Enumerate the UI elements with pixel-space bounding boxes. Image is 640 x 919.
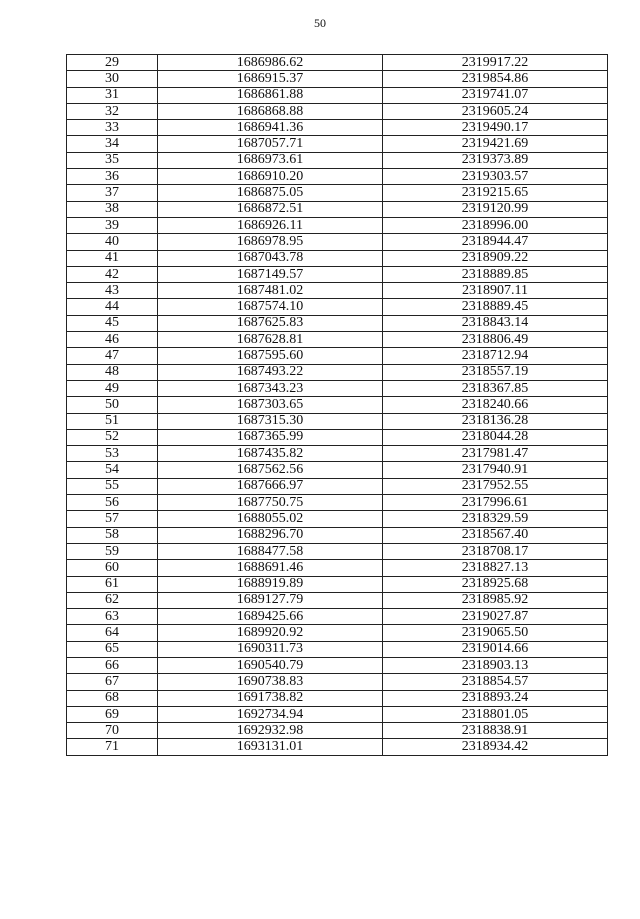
x-coordinate-cell: 1687343.23: [158, 380, 383, 396]
point-number-cell: 40: [67, 234, 158, 250]
table-row: [67, 55, 608, 71]
y-coordinate-cell: 2318708.17: [383, 543, 608, 559]
table-row: [67, 169, 608, 185]
x-coordinate-cell: 1687625.83: [158, 315, 383, 331]
point-number-cell: 49: [67, 380, 158, 396]
y-coordinate-cell: 2318889.45: [383, 299, 608, 315]
y-coordinate-cell: 2318903.13: [383, 657, 608, 673]
point-number-cell: 39: [67, 217, 158, 233]
table-row: [67, 283, 608, 299]
x-coordinate-cell: 1690738.83: [158, 674, 383, 690]
table-row: [67, 71, 608, 87]
x-coordinate-cell: 1687303.65: [158, 397, 383, 413]
y-coordinate-cell: 2319014.66: [383, 641, 608, 657]
y-coordinate-cell: 2318854.57: [383, 674, 608, 690]
y-coordinate-cell: 2318367.85: [383, 380, 608, 396]
table-row: [67, 511, 608, 527]
y-coordinate-cell: 2319490.17: [383, 120, 608, 136]
point-number-cell: 54: [67, 462, 158, 478]
table-row: [67, 103, 608, 119]
x-coordinate-cell: 1691738.82: [158, 690, 383, 706]
table-row: [67, 543, 608, 559]
x-coordinate-cell: 1687149.57: [158, 266, 383, 282]
point-number-cell: 65: [67, 641, 158, 657]
x-coordinate-cell: 1686978.95: [158, 234, 383, 250]
point-number-cell: 36: [67, 169, 158, 185]
point-number-cell: 37: [67, 185, 158, 201]
page-number: 50: [314, 16, 326, 30]
y-coordinate-cell: 2318806.49: [383, 332, 608, 348]
y-coordinate-cell: 2318889.85: [383, 266, 608, 282]
x-coordinate-cell: 1686926.11: [158, 217, 383, 233]
y-coordinate-cell: 2319120.99: [383, 201, 608, 217]
y-coordinate-cell: 2319421.69: [383, 136, 608, 152]
x-coordinate-cell: 1687315.30: [158, 413, 383, 429]
x-coordinate-cell: 1689127.79: [158, 592, 383, 608]
y-coordinate-cell: 2318934.42: [383, 739, 608, 755]
y-coordinate-cell: 2318996.00: [383, 217, 608, 233]
table-row: [67, 315, 608, 331]
point-number-cell: 29: [67, 55, 158, 71]
table-row: [67, 120, 608, 136]
x-coordinate-cell: 1688691.46: [158, 560, 383, 576]
x-coordinate-cell: 1686861.88: [158, 87, 383, 103]
y-coordinate-cell: 2319605.24: [383, 103, 608, 119]
x-coordinate-cell: 1686941.36: [158, 120, 383, 136]
point-number-cell: 32: [67, 103, 158, 119]
y-coordinate-cell: 2318893.24: [383, 690, 608, 706]
y-coordinate-cell: 2319741.07: [383, 87, 608, 103]
table-row: [67, 364, 608, 380]
x-coordinate-cell: 1686973.61: [158, 152, 383, 168]
y-coordinate-cell: 2317981.47: [383, 446, 608, 462]
x-coordinate-cell: 1687666.97: [158, 478, 383, 494]
x-coordinate-cell: 1690311.73: [158, 641, 383, 657]
table-row: [67, 576, 608, 592]
y-coordinate-cell: 2319917.22: [383, 55, 608, 71]
x-coordinate-cell: 1686986.62: [158, 55, 383, 71]
table-row: [67, 201, 608, 217]
point-number-cell: 64: [67, 625, 158, 641]
point-number-cell: 50: [67, 397, 158, 413]
x-coordinate-cell: 1686910.20: [158, 169, 383, 185]
table-row: [67, 446, 608, 462]
y-coordinate-cell: 2317940.91: [383, 462, 608, 478]
x-coordinate-cell: 1688477.58: [158, 543, 383, 559]
point-number-cell: 60: [67, 560, 158, 576]
point-number-cell: 38: [67, 201, 158, 217]
table-row: [67, 527, 608, 543]
y-coordinate-cell: 2318136.28: [383, 413, 608, 429]
table-row: [67, 136, 608, 152]
x-coordinate-cell: 1689425.66: [158, 609, 383, 625]
x-coordinate-cell: 1687481.02: [158, 283, 383, 299]
y-coordinate-cell: 2318944.47: [383, 234, 608, 250]
table-row: [67, 185, 608, 201]
table-row: [67, 609, 608, 625]
y-coordinate-cell: 2318557.19: [383, 364, 608, 380]
point-number-cell: 33: [67, 120, 158, 136]
x-coordinate-cell: 1687562.56: [158, 462, 383, 478]
table-row: [67, 217, 608, 233]
x-coordinate-cell: 1686872.51: [158, 201, 383, 217]
x-coordinate-cell: 1692932.98: [158, 723, 383, 739]
x-coordinate-cell: 1686875.05: [158, 185, 383, 201]
coordinates-table: [66, 54, 608, 756]
table-row: [67, 250, 608, 266]
x-coordinate-cell: 1687365.99: [158, 429, 383, 445]
table-row: [67, 234, 608, 250]
y-coordinate-cell: 2319303.57: [383, 169, 608, 185]
x-coordinate-cell: 1688055.02: [158, 511, 383, 527]
point-number-cell: 31: [67, 87, 158, 103]
coordinates-table-body: [67, 55, 608, 756]
table-row: [67, 266, 608, 282]
point-number-cell: 34: [67, 136, 158, 152]
y-coordinate-cell: 2319027.87: [383, 609, 608, 625]
table-row: [67, 413, 608, 429]
table-row: [67, 690, 608, 706]
point-number-cell: 61: [67, 576, 158, 592]
table-row: [67, 706, 608, 722]
x-coordinate-cell: 1687493.22: [158, 364, 383, 380]
point-number-cell: 70: [67, 723, 158, 739]
table-row: [67, 332, 608, 348]
point-number-cell: 63: [67, 609, 158, 625]
y-coordinate-cell: 2318838.91: [383, 723, 608, 739]
point-number-cell: 35: [67, 152, 158, 168]
x-coordinate-cell: 1687574.10: [158, 299, 383, 315]
y-coordinate-cell: 2318843.14: [383, 315, 608, 331]
y-coordinate-cell: 2317952.55: [383, 478, 608, 494]
y-coordinate-cell: 2318801.05: [383, 706, 608, 722]
table-row: [67, 560, 608, 576]
y-coordinate-cell: 2318044.28: [383, 429, 608, 445]
table-row: [67, 592, 608, 608]
table-row: [67, 641, 608, 657]
x-coordinate-cell: 1688296.70: [158, 527, 383, 543]
table-row: [67, 87, 608, 103]
point-number-cell: 68: [67, 690, 158, 706]
x-coordinate-cell: 1687043.78: [158, 250, 383, 266]
y-coordinate-cell: 2318907.11: [383, 283, 608, 299]
point-number-cell: 59: [67, 543, 158, 559]
y-coordinate-cell: 2318827.13: [383, 560, 608, 576]
x-coordinate-cell: 1687595.60: [158, 348, 383, 364]
point-number-cell: 43: [67, 283, 158, 299]
y-coordinate-cell: 2318712.94: [383, 348, 608, 364]
x-coordinate-cell: 1687057.71: [158, 136, 383, 152]
point-number-cell: 58: [67, 527, 158, 543]
table-row: [67, 462, 608, 478]
point-number-cell: 71: [67, 739, 158, 755]
point-number-cell: 66: [67, 657, 158, 673]
y-coordinate-cell: 2318567.40: [383, 527, 608, 543]
y-coordinate-cell: 2319373.89: [383, 152, 608, 168]
point-number-cell: 41: [67, 250, 158, 266]
point-number-cell: 62: [67, 592, 158, 608]
x-coordinate-cell: 1686868.88: [158, 103, 383, 119]
point-number-cell: 69: [67, 706, 158, 722]
y-coordinate-cell: 2317996.61: [383, 495, 608, 511]
table-row: [67, 152, 608, 168]
y-coordinate-cell: 2319215.65: [383, 185, 608, 201]
y-coordinate-cell: 2318925.68: [383, 576, 608, 592]
point-number-cell: 42: [67, 266, 158, 282]
point-number-cell: 57: [67, 511, 158, 527]
point-number-cell: 56: [67, 495, 158, 511]
point-number-cell: 55: [67, 478, 158, 494]
y-coordinate-cell: 2318240.66: [383, 397, 608, 413]
table-row: [67, 348, 608, 364]
x-coordinate-cell: 1692734.94: [158, 706, 383, 722]
x-coordinate-cell: 1687435.82: [158, 446, 383, 462]
table-row: [67, 657, 608, 673]
point-number-cell: 30: [67, 71, 158, 87]
table-row: [67, 429, 608, 445]
x-coordinate-cell: 1687750.75: [158, 495, 383, 511]
x-coordinate-cell: 1690540.79: [158, 657, 383, 673]
table-row: [67, 739, 608, 755]
x-coordinate-cell: 1688919.89: [158, 576, 383, 592]
table-row: [67, 380, 608, 396]
table-row: [67, 478, 608, 494]
x-coordinate-cell: 1686915.37: [158, 71, 383, 87]
table-row: [67, 397, 608, 413]
y-coordinate-cell: 2319065.50: [383, 625, 608, 641]
point-number-cell: 51: [67, 413, 158, 429]
point-number-cell: 67: [67, 674, 158, 690]
point-number-cell: 52: [67, 429, 158, 445]
point-number-cell: 46: [67, 332, 158, 348]
x-coordinate-cell: 1689920.92: [158, 625, 383, 641]
point-number-cell: 53: [67, 446, 158, 462]
point-number-cell: 45: [67, 315, 158, 331]
x-coordinate-cell: 1693131.01: [158, 739, 383, 755]
point-number-cell: 47: [67, 348, 158, 364]
y-coordinate-cell: 2319854.86: [383, 71, 608, 87]
point-number-cell: 48: [67, 364, 158, 380]
x-coordinate-cell: 1687628.81: [158, 332, 383, 348]
y-coordinate-cell: 2318329.59: [383, 511, 608, 527]
table-row: [67, 625, 608, 641]
y-coordinate-cell: 2318985.92: [383, 592, 608, 608]
point-number-cell: 44: [67, 299, 158, 315]
y-coordinate-cell: 2318909.22: [383, 250, 608, 266]
table-row: [67, 299, 608, 315]
table-row: [67, 674, 608, 690]
table-row: [67, 723, 608, 739]
table-row: [67, 495, 608, 511]
